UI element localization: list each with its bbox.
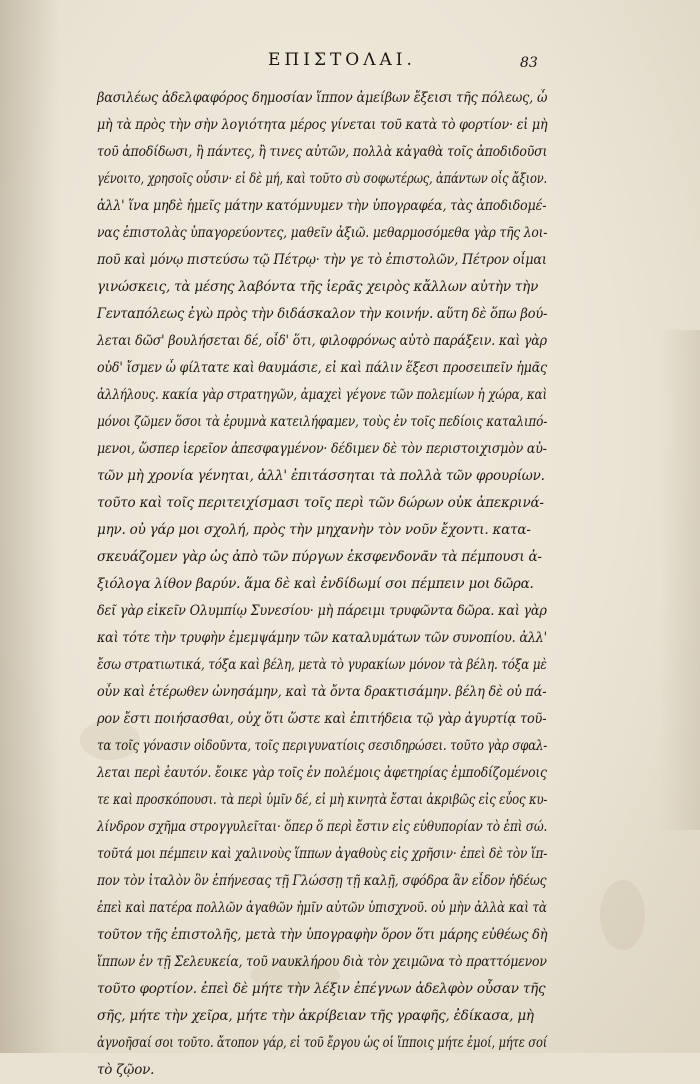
text-line: ρον ἔστι ποιήσασθαι, οὐχ ὅτι ὥστε καὶ ἐπιτήδεια τῷ γὰρ ἀγυρτίᾳ τοῦ- (97, 711, 547, 727)
text-line: μόνοι ζῶμεν ὅσοι τὰ ἐρυμνὰ κατειλήφαμεν, τοὺς ἐν τοῖς πεδίοις καταλιπό- (97, 414, 548, 430)
body-text (97, 85, 547, 1084)
text-line: ξιόλογα λίθον βαρύν. ἅμα δὲ καὶ ἐνδίδωμί σοι πέμπειν μοι δῶρα. (97, 576, 534, 592)
text-line: τοῦτο καὶ τοῖς περιτειχίσμασι τοῖς περὶ τῶν δώρων οὐκ ἀπεκρινά- (97, 495, 544, 511)
text-line: τε καὶ προσκόπουσι. τὰ περὶ ὑμῖν δέ, εἰ μὴ κινητὰ ἔσται ἀκριβῶς εἰς εὖος κυ- (97, 792, 548, 808)
text-line: λίνδρον σχῆμα στρογγυλεῖται· ὅπερ ὅ περὶ ἔστιν εἰς εὐθυπορίαν τὸ ἐπὶ σώ. (97, 819, 548, 835)
bleed-through-shadow (660, 330, 700, 830)
text-line: ἵππων ἐν τῇ Σελευκεία, τοῦ ναυκλήρου διὰ τὸν χειμῶνα τὸ πραττόμενον (97, 954, 547, 970)
text-line: ἀγνοῆσαί σοι τοῦτο. ἄτοπον γάρ, εἰ τοῦ ἔργου ὡς οἱ ἵπποις μήτε ἐμοί, μήτε σοί (97, 1035, 548, 1051)
text-line: τοῦτά μοι πέμπειν καὶ χαλινοὺς ἵππων ἀγαθοὺς εἰς χρῆσιν· ἐπεὶ δὲ τὸν ἵπ- (97, 846, 548, 862)
text-line: γένοιτο, χρησοῖς οὖσιν· εἰ δὲ μή, καὶ τοῦτο σὺ σοφωτέρως, ἀπάντων οἶς ἄξιον. (97, 171, 547, 187)
text-line: νας ἐπιστολὰς ὑπαγορεύοντες, μαθεῖν ἀξιῶ. μεθαρμοσόμεθα γὰρ τῆς λοι- (97, 225, 548, 241)
text-line: σκευάζομεν γὰρ ὡς ἀπὸ τῶν πύργων ἐκσφενδονᾶν τὰ πέμπουσι ἀ- (97, 549, 542, 565)
text-line: γινώσκεις, τὰ μέσης λαβόντα τῆς ἱερᾶς χειρὸς κἄλλων αὐτὴν τὴν (97, 279, 539, 295)
text-line: μὴ τὰ πρὸς τὴν σὴν λογιότητα μέρος γίνεται τοῦ κατὰ τὸ φορτίον· εἰ μὴ (97, 117, 548, 133)
text-line: τοῦ ἀποδίδωσι, ἢ πάντες, ἢ τινες αὐτῶν, πολλὰ κἀγαθὰ τοῖς ἀποδιδοῦσι (97, 144, 548, 160)
text-line: πον τὸν ἰταλὸν ὃν ἐπήνεσας τῇ Γλώσσῃ τῇ καλῇ, σφόδρα ἂν εἶδον ἡδέως (97, 873, 547, 889)
text-line: μενοι, ὥσπερ ἱερεῖον ἀπεσφαγμένον· δέδιμεν δὲ τὸν περιστοιχισμὸν αὐ- (97, 441, 547, 457)
text-line: τοῦτον τῆς ἐπιστολῆς, μετὰ τὴν ὑπογραφὴν ὅρον ὅτι μάρης εὐθέως δὴ (97, 927, 548, 943)
text-line: ἀλλήλους. κακία γὰρ στρατηγῶν, ἀμαχεὶ γέγονε τῶν πολεμίων ἡ χώρα, καὶ (97, 387, 547, 403)
text-line: δεῖ γὰρ εἰκεῖν Ολυμπίῳ Συνεσίου· μὴ πάρειμι τρυφῶντα δῶρα. καὶ γὰρ (97, 603, 547, 619)
text-line: ἀλλ' ἵνα μηδὲ ἡμεῖς μάτην κατόμνυμεν τὴν ὑπογραφέα, τὰς ἀποδιδομέ- (97, 198, 547, 214)
text-line: οὖν καὶ ἑτέρωθεν ὠνησάμην, καὶ τὰ ὄντα δρακτισάμην. βέλη δὲ οὐ πά- (97, 684, 547, 700)
text-line: τῶν μὴ χρονία γένηται, ἀλλ' ἐπιτάσσηται τὰ πολλὰ τῶν φρουρίων. (97, 468, 545, 484)
text-line: ἐπεὶ καὶ πατέρα πολλῶν ἀγαθῶν ἡμῖν αὐτῶν ὑπισχνοῦ. οὐ μὴν ἀλλὰ καὶ τὰ (97, 900, 547, 916)
page-number: 83 (520, 55, 538, 71)
text-line: βασιλέως ἀδελφαφόρος δημοσίαν ἵππον ἀμείβων ἔξεισι τῆς πόλεως, ὦ (97, 90, 548, 106)
text-line: λεται δῶσ' βουλήσεται δέ, οἶδ' ὅτι, φιλοφρόνως αὐτὸ παράξειν. καὶ γὰρ (97, 333, 547, 349)
text-line: τὸ ζῷον. (97, 1062, 155, 1078)
spine-shadow (0, 0, 60, 1053)
text-line: τα τοῖς γόνασιν οἰδοῦντα, τοῖς περιγυνατίοις σεσιδηρώσει. τοῦτο γὰρ σφαλ- (97, 738, 548, 754)
paper-stain (600, 880, 645, 950)
text-line: οὐδ' ἴσμεν ὦ φίλτατε καὶ θαυμάσιε, εἰ καὶ πάλιν ἕξεσι προσειπεῖν ἡμᾶς (97, 360, 547, 376)
running-head: ΕΠΙΣΤΟΛΑΙ. (268, 50, 416, 70)
text-line: ποῦ καὶ μόνῳ πιστεύσω τῷ Πέτρῳ· τὴν γε τὸ ἐπιστολῶν, Πέτρον οἶμαι (97, 252, 547, 268)
text-line: καὶ τότε τὴν τρυφὴν ἐμεμψάμην τῶν καταλυμάτων τῶν συνοπίου. ἀλλ' (97, 630, 547, 646)
text-line: τοῦτο φορτίον. ἐπεὶ δὲ μήτε τὴν λέξιν ἐπέγνων ἀδελφὸν οὖσαν τῆς (97, 981, 546, 997)
text-line: ἔσω στρατιωτικά, τόξα καὶ βέλη, μετὰ τὸ γυρακίων μόνον τὰ βέλη. τόξα μὲ (97, 657, 547, 673)
text-line: Γενταπόλεως ἐγὼ πρὸς τὴν διδάσκαλον τὴν κοινήν. αὕτη δὲ ὅπω βού- (97, 306, 548, 322)
text-line: σῆς, μήτε τὴν χεῖρα, μήτε τὴν ἀκρίβειαν τῆς γραφῆς, ἐδίκασα, μὴ (97, 1008, 534, 1024)
text-line: μην. οὐ γάρ μοι σχολή, πρὸς τὴν μηχανὴν τὸν νοῦν ἔχοντι. κατα- (97, 522, 531, 538)
text-line: λεται περὶ ἑαυτόν. ἔοικε γὰρ τοῖς ἐν πολέμοις ἀφετηρίας ἐμποδίζομένοις (97, 765, 547, 781)
